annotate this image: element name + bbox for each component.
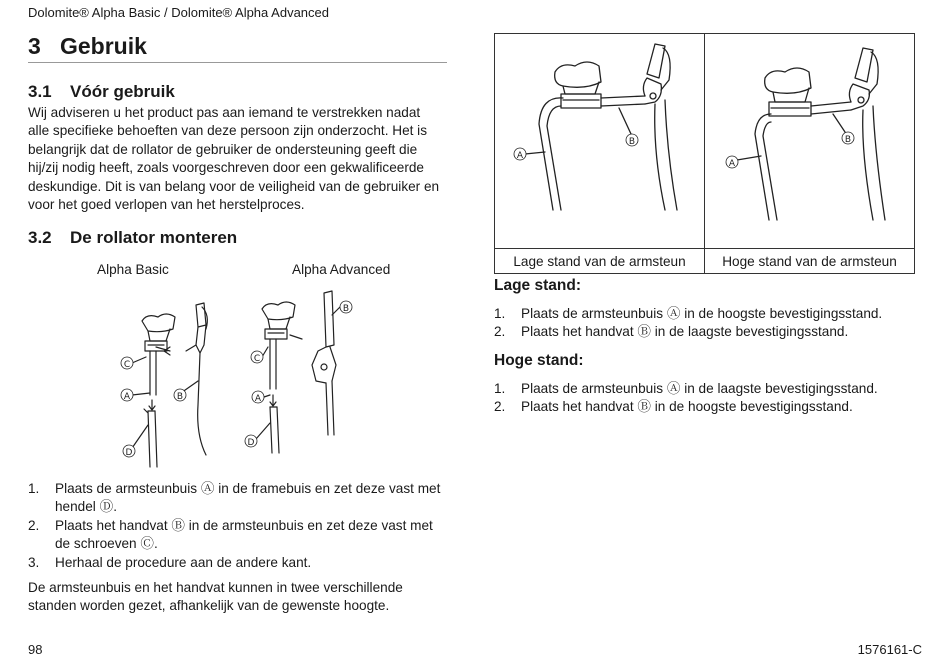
assembly-illustration: [100, 285, 410, 470]
step-text: Plaats de armsteunbuis Ⓐ in de laagste bevestigingsstand.: [521, 381, 878, 396]
step-text: Plaats het handvat Ⓑ in de laagste bevestigingsstand.: [521, 324, 849, 340]
alpha-basic-handle: [186, 303, 207, 455]
figure-cell-low: [495, 34, 705, 249]
paragraph-line: alle specifieke behoeften van deze persoon zijn onderzocht. Het is: [28, 123, 427, 139]
page-number: 98: [28, 642, 43, 657]
paragraph-line: standen worden gezet, afhankelijk van de gewenste hoogte.: [28, 598, 390, 614]
alpha-advanced-armrest: [262, 302, 302, 389]
lage-stand-steps: [494, 305, 914, 342]
chapter-title: Gebruik: [60, 33, 147, 59]
section-32-heading: [28, 228, 237, 248]
callout-a-advanced: A: [254, 394, 262, 404]
step-number: 2.: [28, 517, 40, 533]
step-line: de schroeven Ⓒ.: [55, 536, 158, 552]
step-line: Plaats de armsteunbuis Ⓐ in de framebuis en zet deze vast met: [55, 481, 441, 496]
high-position-illustration: [705, 34, 914, 243]
hoge-stand-step: [494, 380, 914, 398]
step-number: 1.: [494, 306, 506, 321]
callout-b-basic: B: [176, 392, 184, 402]
step-text: Plaats het handvat Ⓑ in de hoogste bevestigingsstand.: [521, 399, 853, 415]
step-line: Plaats het handvat Ⓑ in de armsteunbuis en zet deze vast met: [55, 517, 433, 533]
section-31-title: Vóór gebruik: [70, 82, 175, 101]
callout-a-high: A: [728, 159, 736, 169]
figure-cell-high: [705, 34, 915, 249]
paragraph-line: deskundige. Dit is van belang voor de veiligheid van de gebruiker en: [28, 178, 440, 194]
paragraph-line: belangrijk dat de rollator de gebruiker de ondersteuning geeft die: [28, 141, 418, 157]
section-31-paragraph: [28, 104, 439, 214]
callout-d-basic: D: [125, 448, 133, 458]
section-31-heading: [28, 82, 175, 102]
chapter-heading: [28, 33, 147, 60]
callout-c-basic: C: [123, 360, 131, 370]
step-number: 2.: [494, 324, 506, 340]
lage-stand-heading: Lage stand:: [494, 277, 581, 294]
alpha-basic-armrest: [142, 314, 175, 395]
callout-b-advanced: B: [342, 304, 350, 314]
closing-paragraph: [28, 579, 403, 616]
low-position-illustration: [495, 34, 704, 243]
section-31-number: 3.1: [28, 82, 52, 101]
step-number: 3.: [28, 554, 40, 570]
step-number: 1.: [28, 481, 40, 496]
alpha-advanced-handle: [312, 291, 336, 435]
step-number: 2.: [494, 399, 506, 415]
alpha-advanced-frame: [270, 395, 279, 453]
armrest-position-figure: [494, 33, 915, 274]
callout-a-low: A: [516, 151, 524, 161]
callout-c-advanced: C: [253, 354, 261, 364]
document-code: 1576161-C: [857, 642, 922, 657]
section-32-number: 3.2: [28, 228, 52, 247]
lage-stand-step: [494, 323, 914, 341]
paragraph-line: voor het goed verlopen van het herstelproces.: [28, 197, 305, 213]
running-header: Dolomite® Alpha Basic / Dolomite® Alpha Advanced: [28, 5, 329, 20]
hoge-stand-step: [494, 398, 914, 416]
caption-low-position: Lage stand van de armsteun: [495, 249, 705, 274]
callout-b-low: B: [628, 137, 636, 147]
paragraph-line: Wij adviseren u het product pas aan iemand te verstrekken nadat: [28, 105, 421, 120]
lage-stand-step: [494, 305, 914, 323]
callout-d-advanced: D: [247, 438, 255, 448]
step-number: 1.: [494, 381, 506, 396]
caption-high-position: Hoge stand van de armsteun: [705, 249, 915, 274]
callout-b-high: B: [844, 135, 852, 145]
hoge-stand-heading: Hoge stand:: [494, 352, 584, 369]
figure-label-alpha-basic: Alpha Basic: [97, 262, 169, 277]
assembly-step: [28, 480, 448, 517]
chapter-number: 3: [28, 33, 41, 59]
step-line: Herhaal de procedure aan de andere kant.: [55, 554, 312, 570]
hoge-stand-steps: [494, 380, 914, 417]
assembly-steps: [28, 480, 448, 572]
chapter-rule: [28, 62, 447, 63]
callout-a-basic: A: [123, 392, 131, 402]
figure-label-alpha-advanced: Alpha Advanced: [292, 262, 391, 277]
assembly-step: [28, 554, 448, 572]
paragraph-line: hij/zij nodig heeft, zoals voorgeschreven door een gekwalificeerde: [28, 160, 424, 176]
step-line: hendel Ⓓ.: [55, 499, 117, 515]
assembly-step: [28, 517, 448, 554]
alpha-basic-frame: [144, 400, 157, 467]
section-32-title: De rollator monteren: [70, 228, 238, 247]
step-text: Plaats de armsteunbuis Ⓐ in de hoogste bevestigingsstand.: [521, 306, 883, 321]
paragraph-line: De armsteunbuis en het handvat kunnen in twee verschillende: [28, 580, 403, 595]
